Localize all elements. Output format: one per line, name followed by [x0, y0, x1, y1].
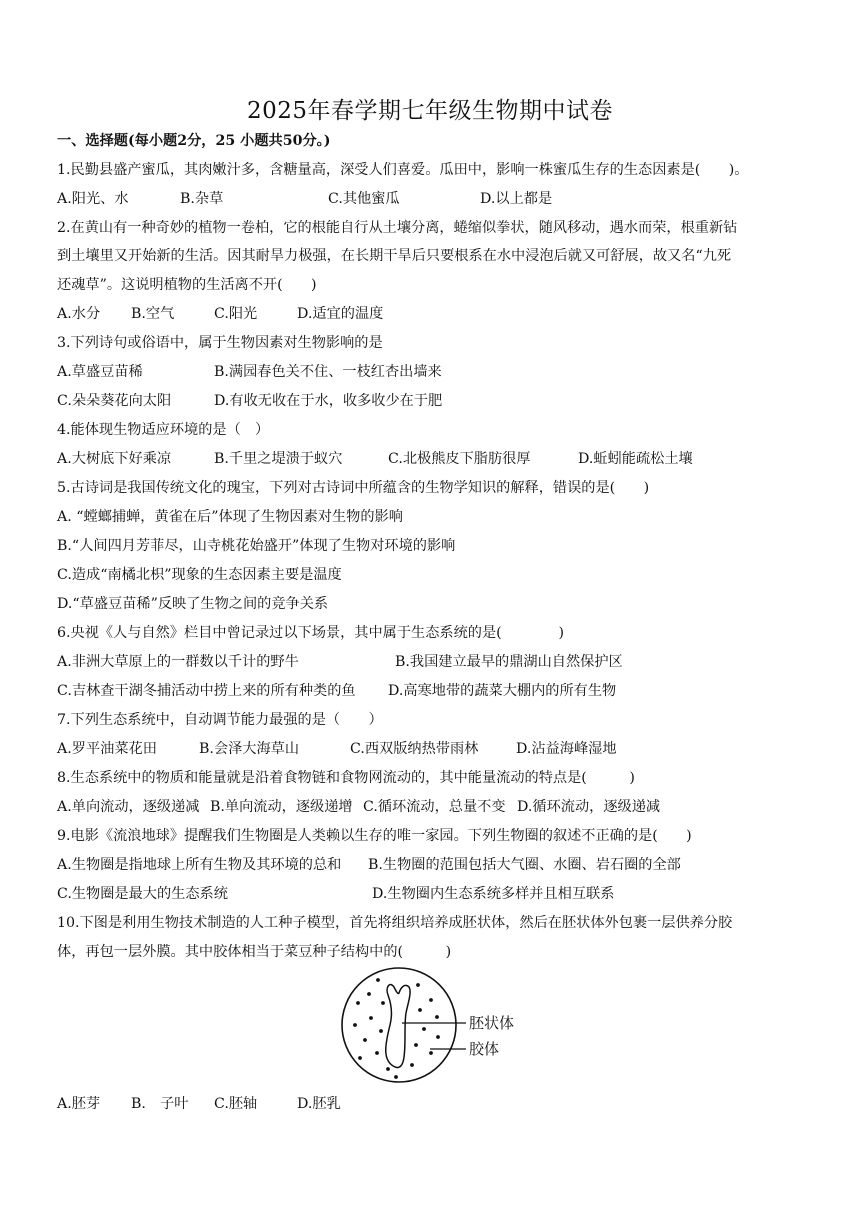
question-8-stem: 8.生态系统中的物质和能量就是沿着食物链和食物网流动的，其中能量流动的特点是( )	[57, 770, 635, 786]
question-6-option-b: B.我国建立最早的鼎湖山自然保护区	[395, 654, 623, 670]
question-6-stem: 6.央视《人与自然》栏目中曾记录过以下场景，其中属于生态系统的是( )	[57, 625, 564, 641]
question-7-option-b: B.会泽大海草山	[199, 741, 300, 757]
question-7-option-d: D.沾益海峰湿地	[516, 741, 617, 757]
question-4-option-c: C.北极熊皮下脂肪很厚	[388, 451, 531, 467]
artificial-seed-diagram	[338, 965, 538, 1090]
question-10-option-d: D.胚乳	[297, 1096, 341, 1112]
question-9-option-a: A.生物圈是指地球上所有生物及其环境的总和	[57, 857, 342, 873]
colloid-dots	[353, 978, 440, 1079]
question-3-option-a: A.草盛豆苗稀	[57, 364, 143, 380]
question-8-option-c: C.循环流动，总量不变	[363, 799, 506, 815]
question-6-option-d: D.高寒地带的蔬菜大棚内的所有生物	[388, 683, 617, 699]
question-6-option-a: A.非洲大草原上的一群数以千计的野牛	[57, 654, 299, 670]
embryoid-shape	[386, 985, 410, 1068]
artificial-seed-figure	[338, 965, 538, 1090]
question-4-option-b: B.千里之堤溃于蚁穴	[214, 451, 343, 467]
question-5-option-c: C.造成“南橘北枳”现象的生态因素主要是温度	[57, 567, 342, 583]
question-2-stem-line3: 还魂草”。这说明植物的生活离不开( )	[57, 277, 317, 293]
question-4-option-a: A.大树底下好乘凉	[57, 451, 172, 467]
question-2-stem-line2: 到土壤里又开始新的生活。因其耐旱力极强，在长期干旱后只要根系在水中浸泡后就又可舒展，故又名“九死	[57, 248, 732, 264]
question-5-option-d: D.“草盛豆苗稀”反映了生物之间的竞争关系	[57, 596, 329, 612]
question-10-stem-line1: 10.下图是利用生物技术制造的人工种子模型，首先将组织培养成胚状体，然后在胚状体外包裹一层供养分胶	[57, 915, 733, 931]
question-9-stem: 9.电影《流浪地球》提醒我们生物圈是人类赖以生存的唯一家园。下列生物圈的叙述不正确的是( )	[57, 828, 692, 844]
question-1-option-c: C.其他蜜瓜	[328, 191, 400, 207]
question-6-option-c: C.吉林查干湖冬捕活动中捞上来的所有种类的鱼	[57, 683, 356, 699]
question-2-option-c: C.阳光	[214, 306, 258, 322]
question-10-option-c: C.胚轴	[214, 1096, 258, 1112]
question-9-option-d: D.生物圈内生态系统多样并且相互联系	[372, 886, 615, 902]
question-8-option-b: B.单向流动，逐级递增	[210, 799, 353, 815]
question-2-option-a: A.水分	[57, 306, 101, 322]
question-7-stem: 7.下列生态系统中，自动调节能力最强的是（ ）	[57, 712, 383, 728]
question-5-option-a: A. “螳螂捕蝉，黄雀在后”体现了生物因素对生物的影响	[57, 509, 403, 525]
question-1-option-d: D.以上都是	[480, 191, 553, 207]
label-embryoid: 胚状体	[469, 1014, 515, 1032]
question-10-option-a: A.胚芽	[57, 1096, 101, 1112]
label-colloid: 胶体	[469, 1040, 500, 1058]
question-4-stem: 4.能体现生物适应环境的是（ ）	[57, 422, 270, 438]
question-1-option-a: A.阳光、水	[57, 191, 129, 207]
question-7-option-a: A.罗平油菜花田	[57, 741, 157, 757]
question-10-stem-line2: 体，再包一层外膜。其中胶体相当于菜豆种子结构中的( )	[57, 944, 452, 960]
question-2-option-b: B.空气	[131, 306, 175, 322]
question-8-option-a: A.单向流动，逐级递减	[57, 799, 200, 815]
question-9-option-b: B.生物圈的范围包括大气圈、水圈、岩石圈的全部	[368, 857, 681, 873]
question-7-option-c: C.西双版纳热带雨林	[350, 741, 479, 757]
section-header: 一、选择题(每小题2分，25 小题共50分。)	[57, 133, 331, 149]
question-3-stem: 3.下列诗句或俗语中，属于生物因素对生物影响的是	[57, 335, 383, 351]
question-1-stem: 1.民勤县盛产蜜瓜，其肉嫩汁多，含糖量高，深受人们喜爱。瓜田中，影响一株蜜瓜生存的生态因素是( )。	[57, 162, 749, 178]
question-3-option-c: C.朵朵葵花向太阳	[57, 393, 172, 409]
page-title: 2025年春学期七年级生物期中试卷	[246, 98, 614, 124]
question-4-option-d: D.蚯蚓能疏松土壤	[578, 451, 693, 467]
question-9-option-c: C.生物圈是最大的生态系统	[57, 886, 228, 902]
question-5-option-b: B.“人间四月芳菲尽，山寺桃花始盛开”体现了生物对环境的影响	[57, 538, 456, 554]
outer-membrane	[342, 968, 456, 1082]
question-8-option-d: D.循环流动，逐级递减	[517, 799, 661, 815]
question-3-option-b: B.满园春色关不住、一枝红杏出墙来	[214, 364, 442, 380]
question-1-option-b: B.杂草	[180, 191, 224, 207]
question-2-stem-line1: 2.在黄山有一种奇妙的植物一卷柏，它的根能自行从土壤分离，蜷缩似拳状，随风移动，遇水而荣，根重新钻	[57, 220, 738, 236]
question-3-option-d: D.有收无收在于水，收多收少在于肥	[214, 393, 443, 409]
question-5-stem: 5.古诗词是我国传统文化的瑰宝，下列对古诗词中所蕴含的生物学知识的解释，错误的是( )	[57, 480, 650, 496]
question-2-option-d: D.适宜的温度	[297, 306, 384, 322]
question-10-option-b: B. 子叶	[131, 1096, 189, 1112]
